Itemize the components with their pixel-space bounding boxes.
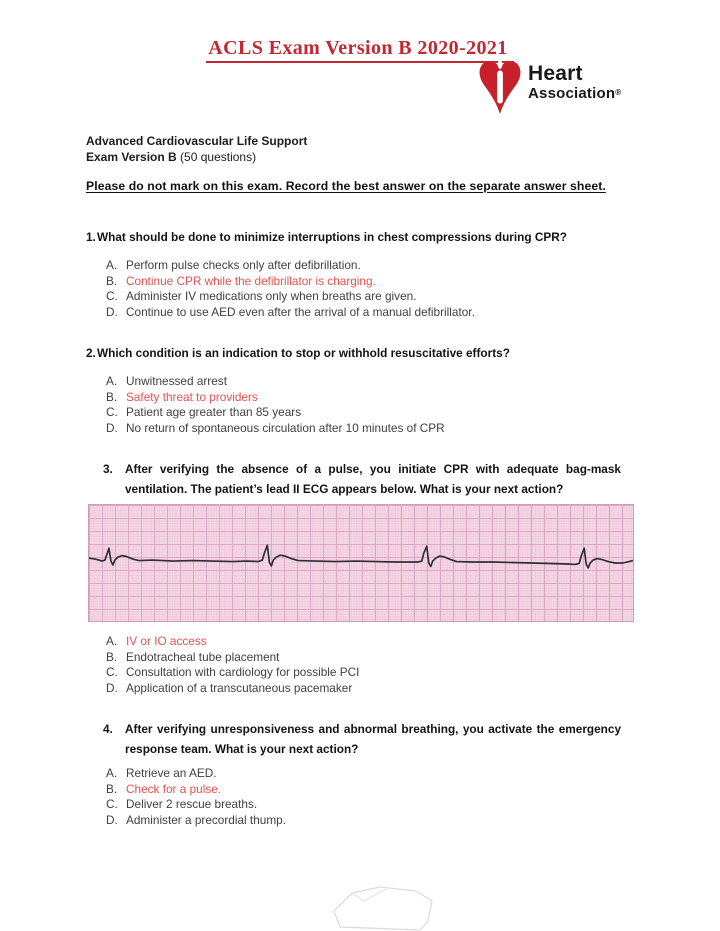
question-text: What should be done to minimize interruptions in chest compressions during CPR? <box>97 230 567 244</box>
question-number: 1. <box>86 230 96 244</box>
option-3c <box>106 665 650 681</box>
option-letter: A. <box>106 766 118 780</box>
option-text: Check for a pulse. <box>126 781 222 796</box>
option-letter: D. <box>106 420 118 435</box>
option-4d <box>106 813 650 829</box>
option-4a <box>106 766 650 782</box>
option-1b <box>106 274 646 290</box>
do-not-mark-notice: Please do not mark on this exam. Record the best answer on the separate answer sheet. <box>86 179 606 193</box>
question-3-prompt <box>103 459 650 499</box>
option-4c <box>106 797 650 813</box>
question-text: Which condition is an indication to stop or withhold resuscitative efforts? <box>97 346 510 360</box>
option-letter: B. <box>106 389 118 404</box>
question-4-options <box>106 766 650 828</box>
option-3b <box>106 650 650 666</box>
option-letter: D. <box>106 304 118 319</box>
option-letter: A. <box>106 258 118 272</box>
option-1a <box>106 258 646 274</box>
option-2c <box>106 405 646 421</box>
option-letter: A. <box>106 374 118 388</box>
option-letter: B. <box>106 273 118 288</box>
question-number: 2. <box>86 346 96 360</box>
option-letter: C. <box>106 797 118 812</box>
question-4-prompt <box>103 719 650 759</box>
course-name: Advanced Cardiovascular Life Support <box>86 134 308 148</box>
option-text: Application of a transcutaneous pacemaker <box>126 680 353 695</box>
option-letter: B. <box>106 649 118 664</box>
option-text: Patient age greater than 85 years <box>126 405 302 420</box>
question-count: (50 questions) <box>176 150 257 164</box>
page-title-text: ACLS Exam Version B 2020-2021 <box>206 37 513 63</box>
question-2-prompt <box>86 345 646 361</box>
question-text: After verifying the absence of a pulse, you initiate CPR with adequate bag-mask ventilation. The patient’s lead II ECG appears below. What is your next action? <box>125 462 621 496</box>
question-number: 3. <box>103 462 113 476</box>
option-letter: C. <box>106 289 118 304</box>
option-text: Safety threat to providers <box>126 389 258 404</box>
question-1-prompt <box>86 229 646 245</box>
ecg-strip <box>88 504 634 622</box>
option-text: Perform pulse checks only after defibrillation. <box>126 258 361 272</box>
question-3-options <box>106 634 650 696</box>
option-text: Deliver 2 rescue breaths. <box>126 797 258 812</box>
question-2-options <box>106 374 646 436</box>
option-letter: C. <box>106 665 118 680</box>
logo-word-heart: Heart <box>528 62 583 85</box>
exam-version-line <box>86 150 256 164</box>
option-text: Retrieve an AED. <box>126 766 217 780</box>
question-3 <box>103 459 650 696</box>
question-1 <box>86 229 646 320</box>
logo-word-association-text: Association <box>528 85 616 102</box>
option-text: Unwitnessed arrest <box>126 374 227 388</box>
option-text: Administer IV medications only when breaths are given. <box>126 289 417 304</box>
question-4 <box>103 719 650 828</box>
option-text: Administer a precordial thump. <box>126 812 286 827</box>
option-4b <box>106 782 650 798</box>
option-letter: A. <box>106 634 118 648</box>
question-number: 4. <box>103 722 113 736</box>
heart-association-logo <box>477 58 621 116</box>
option-1d <box>106 305 646 321</box>
option-text: Consultation with cardiology for possible PCI <box>126 665 360 680</box>
question-1-options <box>106 258 646 320</box>
option-2d <box>106 421 646 437</box>
option-3d <box>106 681 650 697</box>
logo-wordmark <box>528 63 621 102</box>
option-letter: D. <box>106 812 118 827</box>
option-text: Continue to use AED even after the arrival of a manual defibrillator. <box>126 304 475 319</box>
option-2a <box>106 374 646 390</box>
option-text: No return of spontaneous circulation after 10 minutes of CPR <box>126 420 445 435</box>
logo-word-association <box>528 84 621 102</box>
exam-version-bold: Exam Version B <box>86 150 177 164</box>
option-text: IV or IO access <box>126 634 207 648</box>
option-2b <box>106 390 646 406</box>
question-text: After verifying unresponsiveness and abnormal breathing, you activate the emergency response team. What is your next action? <box>125 722 621 756</box>
option-text: Endotracheal tube placement <box>126 649 280 664</box>
option-text: Continue CPR while the defibrillator is charging. <box>126 273 376 288</box>
option-1c <box>106 289 646 305</box>
option-3a <box>106 634 650 650</box>
page-curl-sketch-icon <box>328 884 438 931</box>
heart-torch-icon <box>477 58 523 116</box>
option-letter: D. <box>106 680 118 695</box>
registered-trademark-icon: ® <box>615 88 622 97</box>
option-letter: B. <box>106 781 118 796</box>
question-2 <box>86 345 646 436</box>
ecg-trace <box>89 505 633 621</box>
option-letter: C. <box>106 405 118 420</box>
